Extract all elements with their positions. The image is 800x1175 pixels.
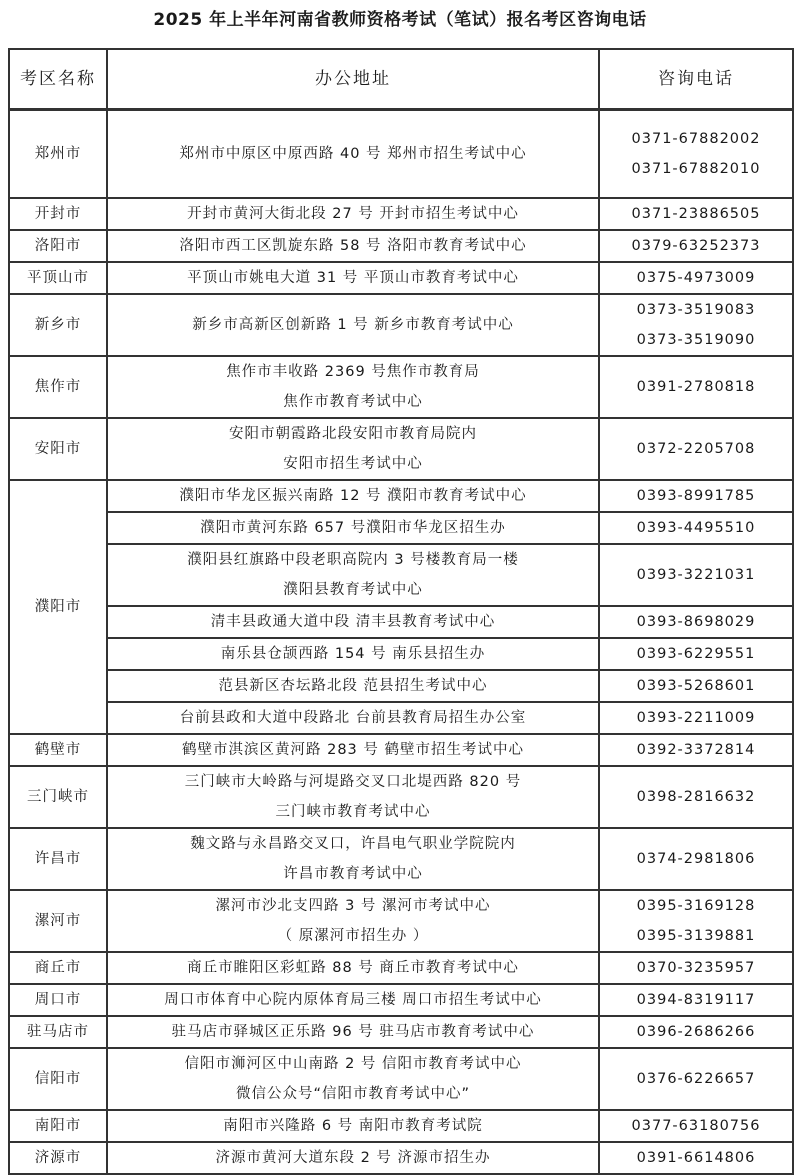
phone-cell: 0394-8319117 <box>599 984 793 1016</box>
table-row <box>9 198 793 230</box>
address-cell: 南阳市兴隆路 6 号 南阳市教育考试院 <box>107 1110 599 1142</box>
address-cell: 清丰县政通大道中段 清丰县教育考试中心 <box>107 606 599 638</box>
region-cell: 郑州市 <box>9 110 107 198</box>
region-cell: 焦作市 <box>9 356 107 418</box>
address-cell: 洛阳市西工区凯旋东路 58 号 洛阳市教育考试中心 <box>107 230 599 262</box>
phone-cell: 0396-2686266 <box>599 1016 793 1048</box>
header-row <box>9 49 793 110</box>
address-cell: 濮阳市黄河东路 657 号濮阳市华龙区招生办 <box>107 512 599 544</box>
phone-cell: 0375-4973009 <box>599 262 793 294</box>
table-row <box>9 766 793 828</box>
address-cell: 漯河市沙北支四路 3 号 漯河市考试中心 （ 原漯河市招生办 ） <box>107 890 599 952</box>
contact-table <box>8 48 794 1175</box>
address-cell: 开封市黄河大街北段 27 号 开封市招生考试中心 <box>107 198 599 230</box>
address-cell: 平顶山市姚电大道 31 号 平顶山市教育考试中心 <box>107 262 599 294</box>
address-cell: 商丘市睢阳区彩虹路 88 号 商丘市教育考试中心 <box>107 952 599 984</box>
table-row <box>9 356 793 418</box>
phone-cell: 0391-2780818 <box>599 356 793 418</box>
address-cell: 南乐县仓颉西路 154 号 南乐县招生办 <box>107 638 599 670</box>
phone-cell: 0373-3519083 0373-3519090 <box>599 294 793 356</box>
phone-cell: 0393-2211009 <box>599 702 793 734</box>
table-row <box>9 702 793 734</box>
table-row <box>9 670 793 702</box>
phone-cell: 0393-3221031 <box>599 544 793 606</box>
table-row <box>9 890 793 952</box>
phone-cell: 0393-4495510 <box>599 512 793 544</box>
phone-cell: 0377-63180756 <box>599 1110 793 1142</box>
region-cell: 周口市 <box>9 984 107 1016</box>
table-row <box>9 512 793 544</box>
page-title: 2025 年上半年河南省教师资格考试（笔试）报名考区咨询电话 <box>153 10 647 30</box>
region-cell: 濮阳市 <box>9 480 107 734</box>
address-cell: 信阳市浉河区中山南路 2 号 信阳市教育考试中心 微信公众号“信阳市教育考试中心” <box>107 1048 599 1110</box>
address-cell: 周口市体育中心院内原体育局三楼 周口市招生考试中心 <box>107 984 599 1016</box>
table-row <box>9 294 793 356</box>
region-cell: 商丘市 <box>9 952 107 984</box>
address-cell: 台前县政和大道中段路北 台前县教育局招生办公室 <box>107 702 599 734</box>
table-row <box>9 418 793 480</box>
table-row <box>9 480 793 512</box>
phone-cell: 0395-3169128 0395-3139881 <box>599 890 793 952</box>
address-cell: 济源市黄河大道东段 2 号 济源市招生办 <box>107 1142 599 1174</box>
phone-cell: 0374-2981806 <box>599 828 793 890</box>
address-cell: 濮阳县红旗路中段老职高院内 3 号楼教育局一楼 濮阳县教育考试中心 <box>107 544 599 606</box>
address-cell: 鹤壁市淇滨区黄河路 283 号 鹤壁市招生考试中心 <box>107 734 599 766</box>
phone-cell: 0379-63252373 <box>599 230 793 262</box>
table-row <box>9 952 793 984</box>
address-cell: 三门峡市大岭路与河堤路交叉口北堤西路 820 号 三门峡市教育考试中心 <box>107 766 599 828</box>
table-row <box>9 984 793 1016</box>
region-cell: 许昌市 <box>9 828 107 890</box>
region-cell: 鹤壁市 <box>9 734 107 766</box>
address-cell: 范县新区杏坛路北段 范县招生考试中心 <box>107 670 599 702</box>
phone-cell: 0371-67882002 0371-67882010 <box>599 110 793 198</box>
address-cell: 郑州市中原区中原西路 40 号 郑州市招生考试中心 <box>107 110 599 198</box>
header-phone: 咨询电话 <box>599 49 793 110</box>
address-cell: 驻马店市驿城区正乐路 96 号 驻马店市教育考试中心 <box>107 1016 599 1048</box>
table-row <box>9 110 793 198</box>
table-row <box>9 1110 793 1142</box>
table-row <box>9 606 793 638</box>
address-cell: 濮阳市华龙区振兴南路 12 号 濮阳市教育考试中心 <box>107 480 599 512</box>
address-cell: 魏文路与永昌路交叉口，许昌电气职业学院院内 许昌市教育考试中心 <box>107 828 599 890</box>
phone-cell: 0393-5268601 <box>599 670 793 702</box>
region-cell: 漯河市 <box>9 890 107 952</box>
region-cell: 三门峡市 <box>9 766 107 828</box>
phone-cell: 0370-3235957 <box>599 952 793 984</box>
region-cell: 济源市 <box>9 1142 107 1174</box>
address-cell: 新乡市高新区创新路 1 号 新乡市教育考试中心 <box>107 294 599 356</box>
phone-cell: 0391-6614806 <box>599 1142 793 1174</box>
header-region: 考区名称 <box>9 49 107 110</box>
phone-cell: 0392-3372814 <box>599 734 793 766</box>
region-cell: 南阳市 <box>9 1110 107 1142</box>
address-cell: 焦作市丰收路 2369 号焦作市教育局 焦作市教育考试中心 <box>107 356 599 418</box>
phone-cell: 0376-6226657 <box>599 1048 793 1110</box>
table-row <box>9 544 793 606</box>
header-address: 办公地址 <box>107 49 599 110</box>
phone-cell: 0393-6229551 <box>599 638 793 670</box>
table-row <box>9 230 793 262</box>
phone-cell: 0393-8698029 <box>599 606 793 638</box>
region-cell: 安阳市 <box>9 418 107 480</box>
table-row <box>9 1048 793 1110</box>
phone-cell: 0371-23886505 <box>599 198 793 230</box>
region-cell: 开封市 <box>9 198 107 230</box>
region-cell: 信阳市 <box>9 1048 107 1110</box>
table-row <box>9 828 793 890</box>
table-row <box>9 1016 793 1048</box>
table-row <box>9 262 793 294</box>
table-body <box>9 110 793 1174</box>
address-cell: 安阳市朝霞路北段安阳市教育局院内 安阳市招生考试中心 <box>107 418 599 480</box>
region-cell: 驻马店市 <box>9 1016 107 1048</box>
table-row <box>9 734 793 766</box>
phone-cell: 0393-8991785 <box>599 480 793 512</box>
phone-cell: 0398-2816632 <box>599 766 793 828</box>
phone-cell: 0372-2205708 <box>599 418 793 480</box>
region-cell: 洛阳市 <box>9 230 107 262</box>
table-row <box>9 638 793 670</box>
region-cell: 平顶山市 <box>9 262 107 294</box>
table-row <box>9 1142 793 1174</box>
region-cell: 新乡市 <box>9 294 107 356</box>
